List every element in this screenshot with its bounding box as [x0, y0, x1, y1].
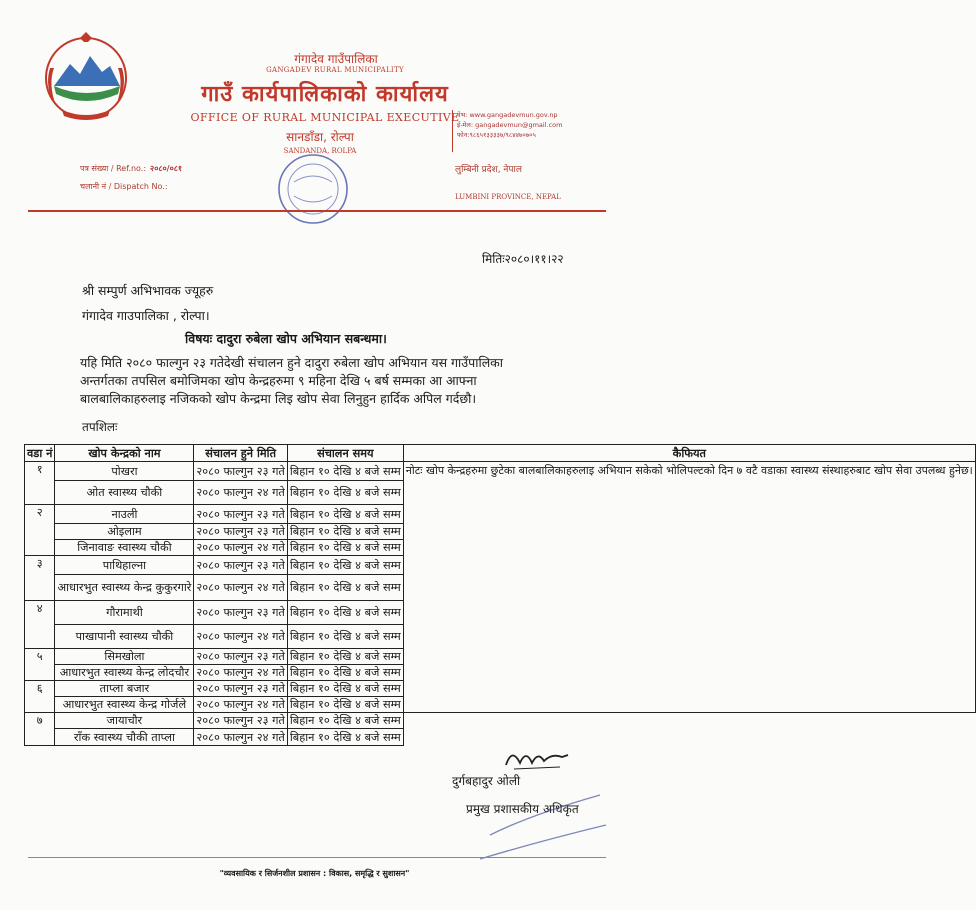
province-np: लुम्बिनी प्रदेश, नेपाल [455, 165, 522, 175]
center-name: ताप्ला बजार [55, 681, 194, 697]
schedule-time: बिहान १० देखि ४ बजे सम्म [287, 713, 403, 729]
schedule-date: २०८० फाल्गुन २३ गते [194, 713, 287, 729]
dispatch-number [80, 181, 168, 192]
schedule-time: बिहान १० देखि ४ बजे सम्म [287, 575, 403, 601]
schedule-time: बिहान १० देखि ४ बजे सम्म [287, 481, 403, 505]
header-time: संचालन समय [287, 445, 403, 462]
schedule-date: २०८० फाल्गुन २३ गते [194, 556, 287, 575]
ward-number: ७ [25, 713, 55, 746]
dispatch-label: चलानी नं / Dispatch No.: [80, 182, 168, 191]
ward-number: ३ [25, 556, 55, 601]
footer-divider [28, 857, 606, 858]
schedule-date: २०८० फाल्गुन २४ गते [194, 575, 287, 601]
table-row [25, 713, 976, 729]
header-center: खोप केन्द्रको नाम [55, 445, 194, 462]
signature-stamp-icon [470, 775, 610, 865]
schedule-time: बिहान १० देखि ४ बजे सम्म [287, 681, 403, 697]
schedule-time: बिहान १० देखि ४ बजे सम्म [287, 462, 403, 481]
office-name-en: OFFICE OF RURAL MUNICIPAL EXECUTIVE [190, 111, 460, 124]
schedule-date: २०८० फाल्गुन २४ गते [194, 697, 287, 713]
schedule-date: २०८० फाल्गुन २४ गते [194, 540, 287, 556]
center-name: राँक स्वास्थ्य चौकी ताप्ला [55, 729, 194, 746]
schedule-time: बिहान १० देखि ४ बजे सम्म [287, 697, 403, 713]
table-row [25, 729, 976, 746]
schedule-date: २०८० फाल्गुन २३ गते [194, 505, 287, 524]
contact-email: ई-मेल: gangadevmun@gmail.com [457, 121, 563, 129]
vaccination-schedule-table [24, 444, 976, 746]
table-row [25, 462, 976, 481]
center-name: ओइलाम [55, 524, 194, 540]
office-stamp-icon [272, 148, 354, 230]
contact-box [452, 110, 617, 152]
municipality-name-np: गंगादेव गाउँपालिका [294, 52, 378, 66]
schedule-date: २०८० फाल्गुन २३ गते [194, 462, 287, 481]
center-name: जायाचौर [55, 713, 194, 729]
schedule-date: २०८० फाल्गुन २४ गते [194, 665, 287, 681]
signature-scribble-icon [502, 743, 572, 773]
center-name: आधारभुत स्वास्थ्य केन्द्र गोर्जले [55, 697, 194, 713]
header-remarks: कैफियत [403, 445, 975, 462]
office-name-np: गाउँ कार्यपालिकाको कार्यालय [201, 82, 449, 107]
center-name: आधारभुत स्वास्थ्य केन्द्र कुकुरगारे [55, 575, 194, 601]
addressee-line-1: श्री सम्पुर्ण अभिभावक ज्यूहरु [82, 283, 214, 298]
schedule-time: बिहान १० देखि ४ बजे सम्म [287, 524, 403, 540]
center-name: आधारभुत स्वास्थ्य केन्द्र लोदचौर [55, 665, 194, 681]
ward-number: १ [25, 462, 55, 505]
center-name: नाउली [55, 505, 194, 524]
schedule-date: २०८० फाल्गुन २४ गते [194, 481, 287, 505]
location-en: SANDANDA, ROLPA [283, 147, 357, 155]
letter-date: मितिः२०८०।११।२२ [482, 252, 564, 266]
center-name: पाथिहाल्ना [55, 556, 194, 575]
footer-slogan: "व्यवसायिक र सिर्जनशील प्रशासन : विकास, समृद्धि र सुशासन" [219, 869, 410, 878]
signatory-title: प्रमुख प्रशासकीय अधिकृत [466, 802, 579, 816]
center-name: ओत स्वास्थ्य चौकी [55, 481, 194, 505]
province-en: LUMBINI PROVINCE, NEPAL [455, 193, 561, 201]
ward-number: ५ [25, 649, 55, 681]
table-header-row [25, 445, 976, 462]
ref-value: २०८०/०८१ [150, 164, 183, 173]
signatory-name: दुर्गबहादुर ओली [452, 774, 521, 788]
letter-body: यहि मिति २०८० फाल्गुन २३ गतेदेखी संचालन हुने दादुरा रुबेला खोप अभियान यस गाउँपालिका अन्तर्गतका तपसिल बमोजिमका खोप केन्द्रहरुमा ९ महिना देखि ५ बर्ष सम्मका आ आफ्ना बालबालिकाहरुलाइ नजिकको खोप केन्द्रमा लिइ खोप सेवा लिनुहुन हार्दिक अपिल गर्दछौ। [80, 355, 504, 406]
nepal-emblem-icon [40, 28, 132, 124]
ref-label: पत्र संख्या / Ref.no.: [80, 164, 147, 173]
header-date: संचालन हुने मिति [194, 445, 287, 462]
reference-number [80, 163, 182, 174]
center-name: पोखरा [55, 462, 194, 481]
schedule-date: २०८० फाल्गुन २३ गते [194, 681, 287, 697]
schedule-time: बिहान १० देखि ४ बजे सम्म [287, 540, 403, 556]
addressee-line-2: गंगादेव गाउपालिका , रोल्पा। [82, 308, 210, 323]
schedule-time: बिहान १० देखि ४ बजे सम्म [287, 625, 403, 649]
center-name: गौरामाथी [55, 601, 194, 625]
details-label: तपशिलः [82, 420, 118, 434]
schedule-time: बिहान १० देखि ४ बजे सम्म [287, 649, 403, 665]
contact-phone: फोन:९८६५१३३३३७/९८४४७०७०५ [457, 131, 536, 139]
schedule-date: २०८० फाल्गुन २३ गते [194, 649, 287, 665]
schedule-date: २०८० फाल्गुन २३ गते [194, 524, 287, 540]
contact-web: वेभ: www.gangadevmun.gov.np [457, 111, 558, 119]
municipality-name-en: GANGADEV RURAL MUNICIPALITY [266, 66, 404, 74]
schedule-time: बिहान १० देखि ४ बजे सम्म [287, 505, 403, 524]
schedule-time: बिहान १० देखि ४ बजे सम्म [287, 729, 403, 746]
center-name: सिमखोला [55, 649, 194, 665]
schedule-date: २०८० फाल्गुन २३ गते [194, 601, 287, 625]
ward-number: २ [25, 505, 55, 556]
schedule-time: बिहान १० देखि ४ बजे सम्म [287, 665, 403, 681]
header-ward: वडा नं [25, 445, 55, 462]
schedule-time: बिहान १० देखि ४ बजे सम्म [287, 601, 403, 625]
center-name: पाखापानी स्वास्थ्य चौकी [55, 625, 194, 649]
schedule-time: बिहान १० देखि ४ बजे सम्म [287, 556, 403, 575]
ward-number: ६ [25, 681, 55, 713]
location-np: सानडाँडा, रोल्पा [286, 130, 354, 144]
schedule-date: २०८० फाल्गुन २४ गते [194, 729, 287, 746]
schedule-date: २०८० फाल्गुन २४ गते [194, 625, 287, 649]
remarks-note: नोटः खोप केन्द्रहरुमा छुटेका बालबालिकाहरुलाइ अभियान सकेको भोलिपल्टको दिन ७ वटै वडाका स्वास्थ्य संस्थाहरुबाट खोप सेवा उपलब्ध हुनेछ। [403, 462, 975, 713]
subject-line: विषयः दादुरा रुबेला खोप अभियान सबन्धमा। [185, 331, 387, 346]
ward-number: ४ [25, 601, 55, 649]
header-divider [28, 210, 606, 212]
center-name: जिनावाङ स्वास्थ्य चौकी [55, 540, 194, 556]
